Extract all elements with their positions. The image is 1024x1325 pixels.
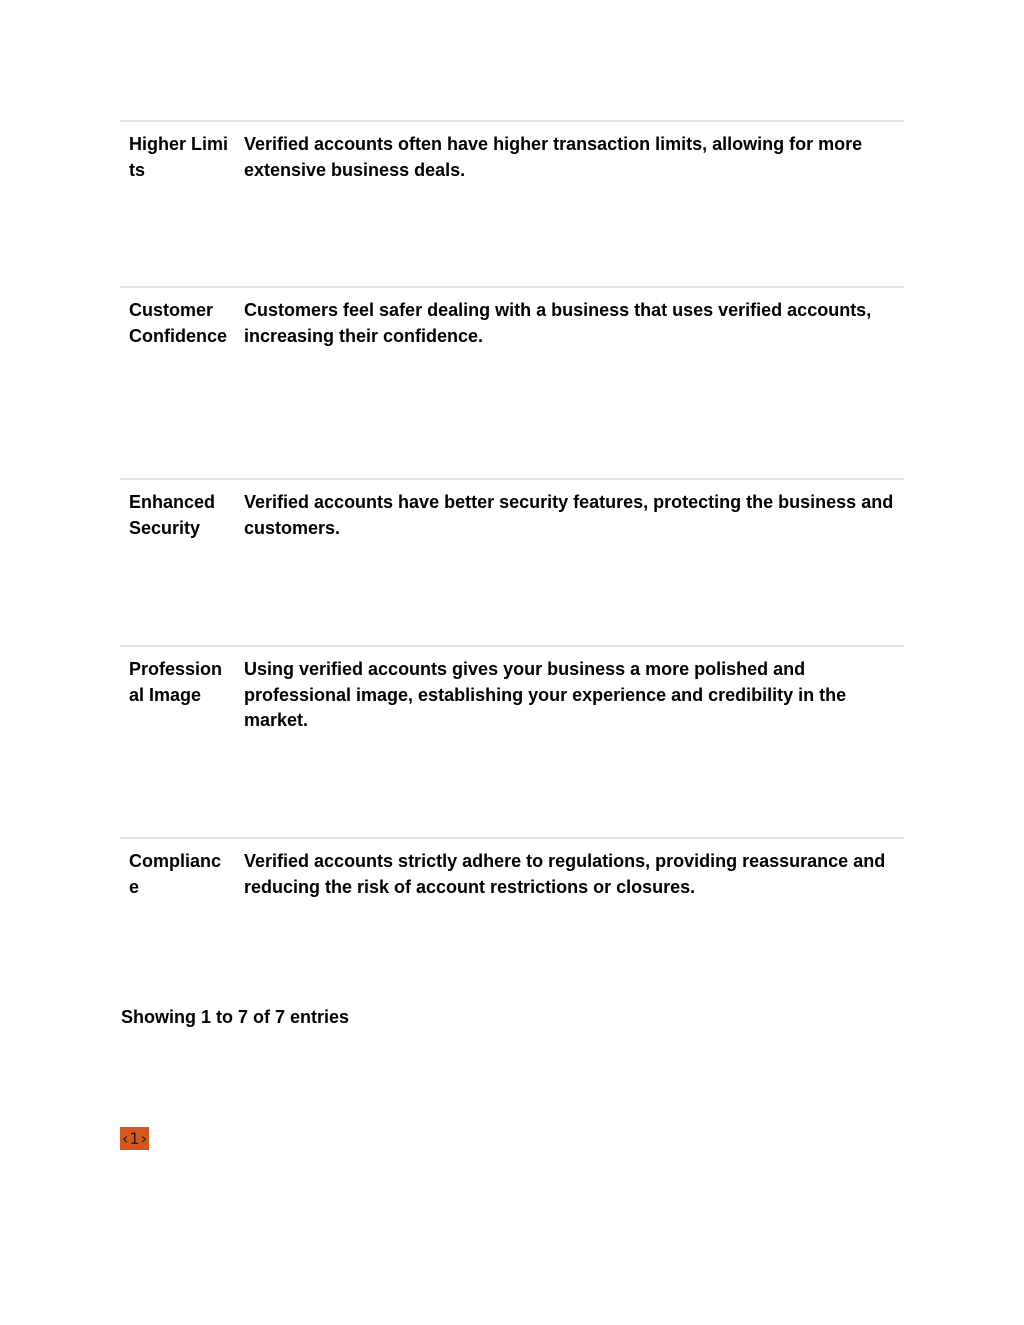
pagination	[120, 1127, 149, 1150]
row-label: Customer Confidence	[129, 300, 228, 346]
page-number-button[interactable]: 1	[129, 1129, 140, 1148]
table-row	[120, 645, 904, 838]
row-description: Verified accounts often have higher transaction limits, allowing for more extensive business deals.	[244, 134, 863, 180]
table-info-text: Showing 1 to 7 of 7 entries	[121, 1007, 350, 1027]
row-label: Compliance	[129, 851, 222, 897]
next-page-icon[interactable]: ›	[140, 1129, 147, 1148]
row-description: Using verified accounts gives your business a more polished and professional image, establishing your experience and credibility in the market.	[244, 659, 847, 730]
row-label: Professional Image	[129, 659, 223, 705]
row-label: Enhanced Security	[129, 492, 216, 538]
row-description: Verified accounts strictly adhere to regulations, providing reassurance and reducing the risk of account restrictions or closures.	[244, 851, 886, 897]
row-description: Verified accounts have better security features, protecting the business and customers.	[244, 492, 894, 538]
table-row	[120, 478, 904, 646]
row-label: Higher Limits	[129, 134, 229, 180]
table-row	[120, 120, 904, 287]
row-description: Customers feel safer dealing with a business that uses verified accounts, increasing their confidence.	[244, 300, 872, 346]
table-row	[120, 286, 904, 479]
table-row	[120, 837, 904, 999]
previous-page-icon[interactable]: ‹	[122, 1129, 129, 1148]
